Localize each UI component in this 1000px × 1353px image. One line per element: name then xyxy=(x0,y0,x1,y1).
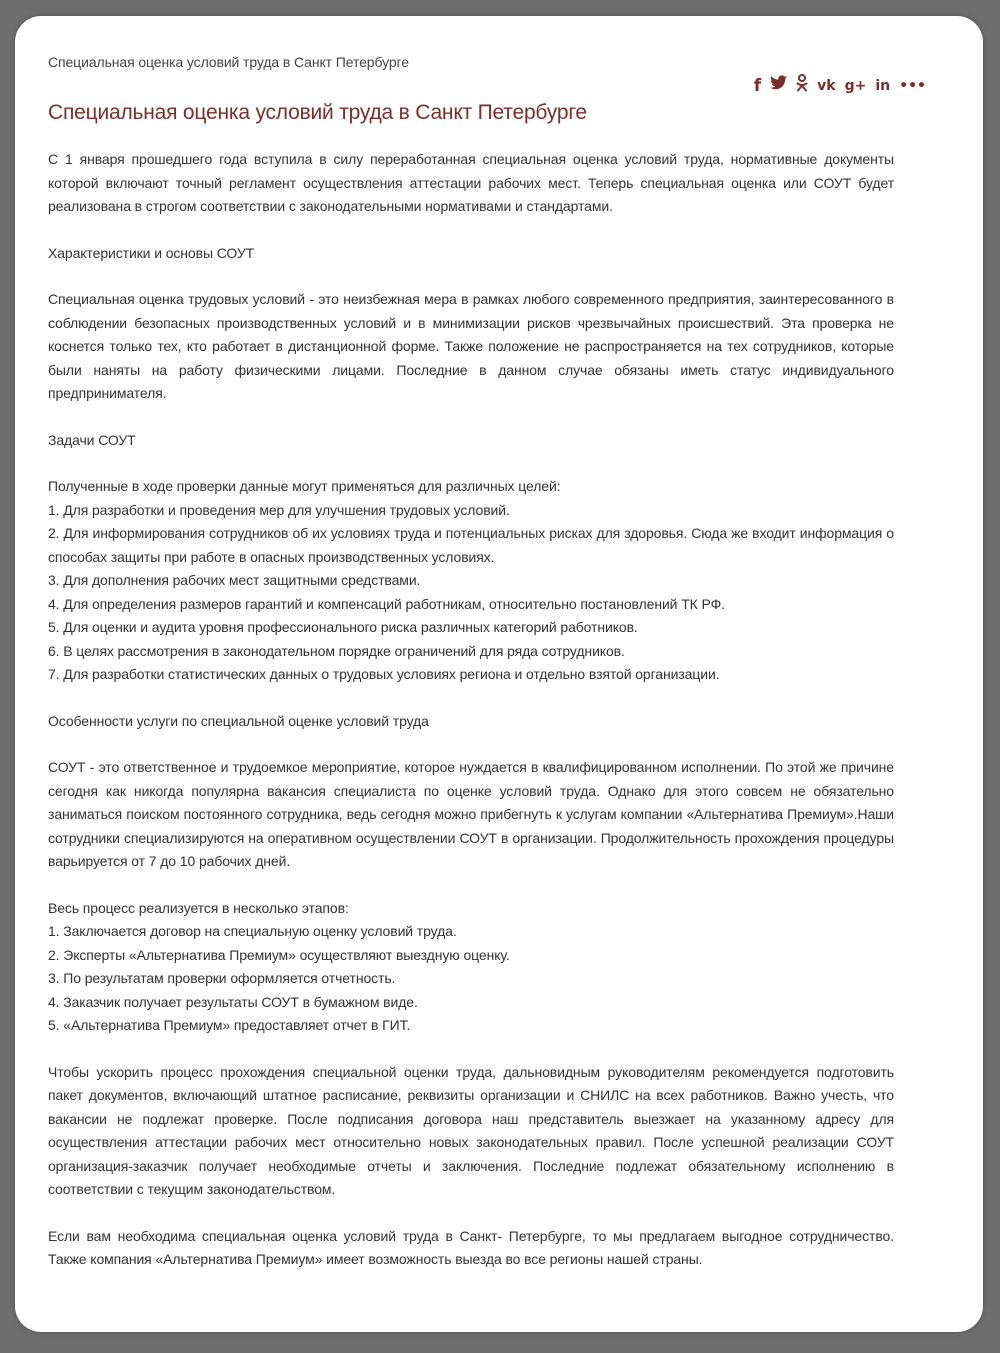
article-content xyxy=(48,52,926,1295)
list-item: 1. Для разработки и проведения мер для улучшения трудовых условий. xyxy=(48,501,510,518)
section-heading-characteristics: Характеристики и основы СОУТ xyxy=(48,244,255,261)
stages-list xyxy=(48,897,894,1038)
googleplus-icon[interactable]: g+ xyxy=(844,77,867,94)
twitter-icon[interactable] xyxy=(770,75,787,96)
intro-paragraph: С 1 января прошедшего года вступила в силу переработанная специальная оценка условий труда, нормативные документы которой включают точный регламент осуществления аттестации рабочих мест. Теперь специальная оценка или СОУТ будет реализована в строгом соответствии с законодательными нормативами и стандартами. xyxy=(48,151,894,214)
list-item: 2. Для информирования сотрудников об их условиях труда и потенциальных рисках для здоровья. Сюда же входит информация о способах защиты при работе в опасных производственных условиях. xyxy=(48,525,894,565)
list-item: 3. По результатам проверки оформляется отчетность. xyxy=(48,970,396,986)
list-item: 5. Для оценки и аудита уровня профессионального риска различных категорий работников. xyxy=(48,619,638,635)
list-item: 4. Заказчик получает результаты СОУТ в бумажном виде. xyxy=(48,993,418,1010)
screenshot-frame xyxy=(10,10,990,1343)
list-item: 4. Для определения размеров гарантий и компенсаций работникам, относительно постановлений ТК РФ. xyxy=(48,595,725,612)
facebook-icon[interactable]: f xyxy=(753,75,762,96)
list-item: 2. Эксперты «Альтернатива Премиум» осуществляют выездную оценку. xyxy=(48,946,510,963)
more-icon[interactable]: ••• xyxy=(899,77,926,94)
breadcrumb[interactable]: Специальная оценка условий труда в Санкт Петербурге xyxy=(48,54,409,70)
documents-paragraph: Чтобы ускорить процесс прохождения специальной оценки труда, дальновидным руководителям рекомендуется подготовить пакет документов, включающий штатное расписание, реквизиты организации и СНИЛС на всех работников. Важно учесть, что вакансии не подлежат проверке. После подписания договора наш представитель выезжает на указанному адресу для осуществления аттестации рабочих мест относительно новых законодательных правил. После успешной реализации СОУТ организация-заказчик получает необходимые отчеты и заключения. Последние подлежат обязательному исполнению в соответствии с текущим законодательством. xyxy=(48,1063,894,1197)
stages-intro: Весь процесс реализуется в несколько этапов: xyxy=(48,899,349,916)
characteristics-paragraph: Специальная оценка трудовых условий - это неизбежная мера в рамках любого современного предприятия, заинтересованного в соблюдении безопасных производственных условий и в минимизации рисков чрезвычайных происшествий. Эта проверка не коснется только тех, кто работает в дистанционной форме. Также положение не распространяется на тех сотрудников, которые были наняты на работу физическими лицами. Последние в данном случае обязаны иметь статус индивидуального предпринимателя. xyxy=(48,291,894,401)
section-heading-tasks: Задачи СОУТ xyxy=(48,431,136,448)
closing-paragraph: Если вам необходима специальная оценка условий труда в Санкт- Петербурге, то мы предлагаем выгодное сотрудничество. Также компания «Альтернатива Премиум» имеет возможность выезда во все регионы нашей страны. xyxy=(48,1227,894,1267)
list-item: 5. «Альтернатива Премиум» предоставляет отчет в ГИТ. xyxy=(48,1017,411,1033)
list-item: 3. Для дополнения рабочих мест защитными средствами. xyxy=(48,572,421,588)
tasks-list xyxy=(48,475,894,687)
linkedin-icon[interactable]: in xyxy=(875,77,891,94)
article-card xyxy=(15,16,983,1332)
list-item: 7. Для разработки статистических данных о трудовых условиях региона и отдельно взятой организации. xyxy=(48,666,720,682)
features-paragraph: СОУТ - это ответственное и трудоемкое мероприятие, которое нуждается в квалифицированном исполнении. По этой же причине сегодня как никогда популярна вакансия специалиста по оценке условий труда. Однако для этого совсем не обязательно заниматься поиском постоянного сотрудника, ведь сегодня можно прибегнуть к услугам компании «Альтернатива Премиум».Наши сотрудники специализируются на оперативном осуществлении СОУТ в организации. Продолжительность прохождения процедуры варьируется от 7 до 10 рабочих дней. xyxy=(48,759,894,869)
vk-icon[interactable]: vk xyxy=(817,77,836,94)
section-heading-features: Особенности услуги по специальной оценке условий труда xyxy=(48,712,429,729)
list-item: 6. В целях рассмотрения в законодательном порядке ограничений для ряда сотрудников. xyxy=(48,642,625,659)
tasks-intro: Полученные в ходе проверки данные могут применяться для различных целей: xyxy=(48,478,561,494)
page-title: Специальная оценка условий труда в Санкт Петербурге xyxy=(48,101,587,124)
share-bar xyxy=(754,74,926,97)
list-item: 1. Заключается договор на специальную оценку условий труда. xyxy=(48,923,457,939)
odnoklassniki-icon[interactable] xyxy=(796,74,808,97)
article-body xyxy=(48,148,894,1272)
